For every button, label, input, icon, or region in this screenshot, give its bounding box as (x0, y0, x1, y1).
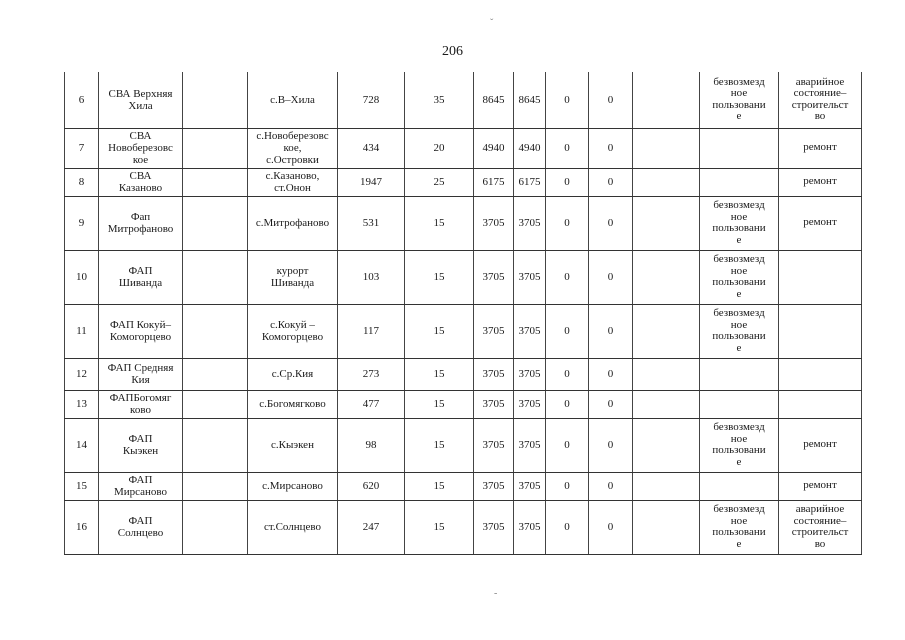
population: 117 (338, 304, 405, 358)
condition: ремонт (779, 128, 862, 168)
value-a: 20 (405, 128, 474, 168)
population: 98 (338, 418, 405, 472)
value-a: 15 (405, 418, 474, 472)
row-number: 14 (65, 418, 99, 472)
blank-cell (633, 168, 700, 196)
value-a: 15 (405, 250, 474, 304)
row-number: 13 (65, 390, 99, 418)
table-row (65, 196, 862, 250)
facility-name: ФАП Кыэкен (99, 418, 183, 472)
condition: ремонт (779, 418, 862, 472)
blank-cell (633, 472, 700, 500)
facility-name: ФАПБогомяг ково (99, 390, 183, 418)
value-e: 0 (589, 72, 633, 128)
value-c: 3705 (514, 390, 546, 418)
blank-cell (183, 168, 248, 196)
table-row (65, 472, 862, 500)
blank-cell (633, 390, 700, 418)
facility-name: СВА Новоберезовс кое (99, 128, 183, 168)
scan-speck-bottom: - (494, 588, 498, 599)
value-d: 0 (546, 168, 589, 196)
value-c: 3705 (514, 418, 546, 472)
value-e: 0 (589, 250, 633, 304)
usage-basis: безвозмезд ное пользовани е (700, 304, 779, 358)
condition: ремонт (779, 472, 862, 500)
value-b: 3705 (474, 500, 514, 554)
table-row (65, 128, 862, 168)
locality: с.Митрофаново (248, 196, 338, 250)
condition (779, 304, 862, 358)
blank-cell (183, 250, 248, 304)
value-e: 0 (589, 304, 633, 358)
value-b: 8645 (474, 72, 514, 128)
facilities-table (64, 72, 862, 555)
blank-cell (183, 358, 248, 390)
usage-basis: безвозмезд ное пользовани е (700, 196, 779, 250)
blank-cell (183, 418, 248, 472)
table-row (65, 500, 862, 554)
usage-basis (700, 472, 779, 500)
row-number: 7 (65, 128, 99, 168)
blank-cell (183, 72, 248, 128)
value-c: 4940 (514, 128, 546, 168)
condition: ремонт (779, 196, 862, 250)
usage-basis (700, 390, 779, 418)
usage-basis (700, 128, 779, 168)
value-b: 3705 (474, 358, 514, 390)
value-c: 3705 (514, 358, 546, 390)
table-body (65, 72, 862, 554)
usage-basis: безвозмезд ное пользовани е (700, 418, 779, 472)
facility-name: ФАП Шиванда (99, 250, 183, 304)
value-d: 0 (546, 390, 589, 418)
value-a: 15 (405, 500, 474, 554)
blank-cell (633, 128, 700, 168)
value-a: 15 (405, 196, 474, 250)
population: 477 (338, 390, 405, 418)
row-number: 8 (65, 168, 99, 196)
locality: курорт Шиванда (248, 250, 338, 304)
value-a: 15 (405, 358, 474, 390)
value-e: 0 (589, 390, 633, 418)
blank-cell (633, 250, 700, 304)
row-number: 16 (65, 500, 99, 554)
value-e: 0 (589, 358, 633, 390)
condition: ремонт (779, 168, 862, 196)
blank-cell (183, 196, 248, 250)
locality: с.В–Хила (248, 72, 338, 128)
facility-name: ФАП Мирсаново (99, 472, 183, 500)
page-number: 206 (442, 44, 463, 59)
row-number: 15 (65, 472, 99, 500)
value-d: 0 (546, 472, 589, 500)
blank-cell (183, 500, 248, 554)
value-e: 0 (589, 418, 633, 472)
condition (779, 358, 862, 390)
table-row (65, 304, 862, 358)
value-b: 3705 (474, 196, 514, 250)
value-a: 15 (405, 472, 474, 500)
population: 728 (338, 72, 405, 128)
value-d: 0 (546, 72, 589, 128)
usage-basis (700, 358, 779, 390)
row-number: 10 (65, 250, 99, 304)
value-b: 4940 (474, 128, 514, 168)
locality: с.Ср.Кия (248, 358, 338, 390)
facility-name: СВА Верхняя Хила (99, 72, 183, 128)
value-e: 0 (589, 128, 633, 168)
value-c: 3705 (514, 500, 546, 554)
value-b: 6175 (474, 168, 514, 196)
value-d: 0 (546, 500, 589, 554)
population: 531 (338, 196, 405, 250)
value-e: 0 (589, 500, 633, 554)
value-a: 15 (405, 304, 474, 358)
facility-name: Фап Митрофаново (99, 196, 183, 250)
value-d: 0 (546, 196, 589, 250)
facility-name: ФАП Солнцево (99, 500, 183, 554)
value-b: 3705 (474, 304, 514, 358)
value-d: 0 (546, 128, 589, 168)
usage-basis: безвозмезд ное пользовани е (700, 250, 779, 304)
row-number: 12 (65, 358, 99, 390)
value-b: 3705 (474, 472, 514, 500)
population: 620 (338, 472, 405, 500)
value-b: 3705 (474, 418, 514, 472)
table-row (65, 168, 862, 196)
population: 1947 (338, 168, 405, 196)
condition: аварийное состояние– строительст во (779, 500, 862, 554)
value-c: 6175 (514, 168, 546, 196)
facility-name: ФАП Кокуй– Комогорцево (99, 304, 183, 358)
condition: аварийное состояние– строительст во (779, 72, 862, 128)
population: 247 (338, 500, 405, 554)
value-c: 3705 (514, 250, 546, 304)
value-b: 3705 (474, 250, 514, 304)
population: 273 (338, 358, 405, 390)
value-b: 3705 (474, 390, 514, 418)
value-a: 15 (405, 390, 474, 418)
facility-name: СВА Казаново (99, 168, 183, 196)
table-row (65, 418, 862, 472)
usage-basis: безвозмезд ное пользовани е (700, 72, 779, 128)
blank-cell (633, 418, 700, 472)
blank-cell (633, 196, 700, 250)
population: 103 (338, 250, 405, 304)
locality: с.Богомягково (248, 390, 338, 418)
table-row (65, 358, 862, 390)
table-row (65, 390, 862, 418)
value-e: 0 (589, 196, 633, 250)
blank-cell (183, 128, 248, 168)
locality: с.Казаново, ст.Онон (248, 168, 338, 196)
value-e: 0 (589, 472, 633, 500)
value-d: 0 (546, 358, 589, 390)
blank-cell (633, 72, 700, 128)
table-row (65, 72, 862, 128)
blank-cell (633, 500, 700, 554)
row-number: 9 (65, 196, 99, 250)
locality: с.Кокуй – Комогорцево (248, 304, 338, 358)
locality: с.Новоберезовс кое, с.Островки (248, 128, 338, 168)
value-a: 25 (405, 168, 474, 196)
value-c: 8645 (514, 72, 546, 128)
value-d: 0 (546, 418, 589, 472)
value-c: 3705 (514, 196, 546, 250)
blank-cell (183, 390, 248, 418)
value-c: 3705 (514, 472, 546, 500)
condition (779, 390, 862, 418)
blank-cell (183, 304, 248, 358)
row-number: 11 (65, 304, 99, 358)
locality: с.Кыэкен (248, 418, 338, 472)
value-a: 35 (405, 72, 474, 128)
locality: с.Мирсаново (248, 472, 338, 500)
row-number: 6 (65, 72, 99, 128)
table-row (65, 250, 862, 304)
scan-speck-top: ˇ (490, 18, 494, 29)
value-d: 0 (546, 250, 589, 304)
condition (779, 250, 862, 304)
blank-cell (633, 304, 700, 358)
locality: ст.Солнцево (248, 500, 338, 554)
blank-cell (183, 472, 248, 500)
facility-name: ФАП Средняя Кия (99, 358, 183, 390)
usage-basis: безвозмезд ное пользовани е (700, 500, 779, 554)
value-d: 0 (546, 304, 589, 358)
value-c: 3705 (514, 304, 546, 358)
blank-cell (633, 358, 700, 390)
value-e: 0 (589, 168, 633, 196)
usage-basis (700, 168, 779, 196)
population: 434 (338, 128, 405, 168)
